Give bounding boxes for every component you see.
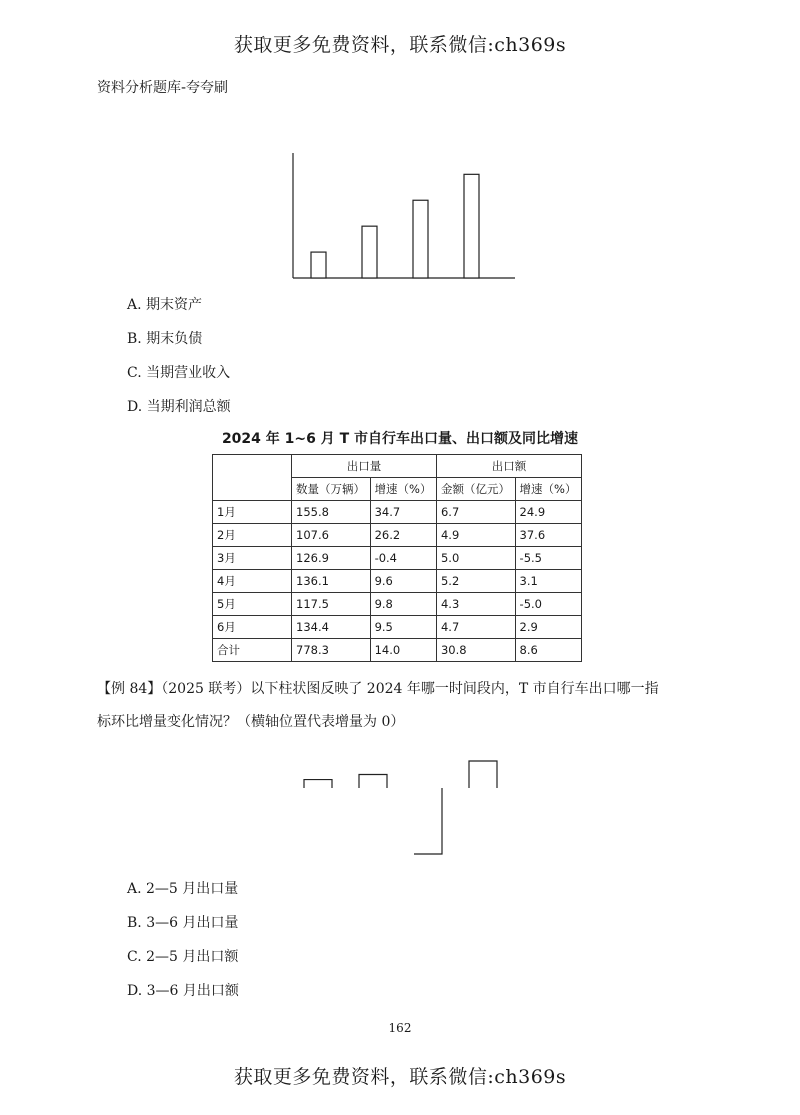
table-cell: 3.1 <box>515 570 581 593</box>
table-row <box>213 639 582 662</box>
table-row <box>213 501 582 524</box>
table-cell: 37.6 <box>515 524 581 547</box>
bar-2 <box>359 775 387 789</box>
table-cell: -0.4 <box>370 547 436 570</box>
table-cell: 117.5 <box>292 593 371 616</box>
table-corner <box>213 455 292 501</box>
chart-1 <box>280 150 520 285</box>
table-header-row-1 <box>213 455 582 478</box>
group-header-volume: 出口量 <box>292 455 437 478</box>
table-cell: 9.5 <box>370 616 436 639</box>
table-cell: -5.5 <box>515 547 581 570</box>
table-cell: 4.3 <box>436 593 515 616</box>
table-cell: 2.9 <box>515 616 581 639</box>
prev-option-b[interactable]: B. 期末负债 <box>127 331 203 347</box>
table-row <box>213 547 582 570</box>
sub-header: 增速（%） <box>370 478 436 501</box>
bar-4 <box>464 174 479 278</box>
header-label: 资料分析题库-夸夸刷 <box>97 80 229 96</box>
prev-option-a[interactable]: A. 期末资产 <box>127 297 203 313</box>
table-cell: 4.9 <box>436 524 515 547</box>
watermark-bottom: 获取更多免费资料，联系微信:ch369s <box>233 1066 567 1088</box>
table-cell: 6.7 <box>436 501 515 524</box>
table-cell: 26.2 <box>370 524 436 547</box>
q84-option-d[interactable]: D. 3—6 月出口额 <box>127 983 239 999</box>
prev-option-c[interactable]: C. 当期营业收入 <box>127 365 231 381</box>
table-cell: 30.8 <box>436 639 515 662</box>
table-cell: 14.0 <box>370 639 436 662</box>
bar-4 <box>469 761 497 788</box>
sub-header: 增速（%） <box>515 478 581 501</box>
table-cell: 5.0 <box>436 547 515 570</box>
chart-2 <box>295 755 510 860</box>
table-cell: 136.1 <box>292 570 371 593</box>
row-label: 4月 <box>213 570 292 593</box>
bar-3 <box>414 788 442 854</box>
table-cell: -5.0 <box>515 593 581 616</box>
table-row <box>213 524 582 547</box>
sub-header: 数量（万辆） <box>292 478 371 501</box>
table-cell: 34.7 <box>370 501 436 524</box>
table-cell: 9.8 <box>370 593 436 616</box>
q84-option-c[interactable]: C. 2—5 月出口额 <box>127 949 239 965</box>
table-row <box>213 593 582 616</box>
row-label: 合计 <box>213 639 292 662</box>
sub-header: 金额（亿元） <box>436 478 515 501</box>
question-84-line-2: 标环比增量变化情况？（横轴位置代表增量为 0） <box>97 714 405 730</box>
bar-1 <box>304 780 332 788</box>
table-cell: 8.6 <box>515 639 581 662</box>
q84-option-a[interactable]: A. 2—5 月出口量 <box>127 881 239 897</box>
row-label: 5月 <box>213 593 292 616</box>
table-cell: 9.6 <box>370 570 436 593</box>
table-row <box>213 616 582 639</box>
table-title: 2024 年 1~6 月 T 市自行车出口量、出口额及同比增速 <box>221 431 579 447</box>
q84-option-b[interactable]: B. 3—6 月出口量 <box>127 915 239 931</box>
table-row <box>213 570 582 593</box>
bar-1 <box>311 252 326 278</box>
question-84-line-1: 【例 84】（2025 联考）以下柱状图反映了 2024 年哪一时间段内，T 市自行车出口哪一指 <box>97 681 659 697</box>
table-cell: 778.3 <box>292 639 371 662</box>
bar-3 <box>413 200 428 278</box>
table-cell: 24.9 <box>515 501 581 524</box>
row-label: 1月 <box>213 501 292 524</box>
table-cell: 107.6 <box>292 524 371 547</box>
bar-2 <box>362 226 377 278</box>
row-label: 2月 <box>213 524 292 547</box>
table-cell: 4.7 <box>436 616 515 639</box>
row-label: 6月 <box>213 616 292 639</box>
page-number: 162 <box>388 1021 412 1035</box>
table-cell: 5.2 <box>436 570 515 593</box>
table-cell: 126.9 <box>292 547 371 570</box>
prev-option-d[interactable]: D. 当期利润总额 <box>127 399 231 415</box>
table-cell: 134.4 <box>292 616 371 639</box>
data-table <box>212 454 582 662</box>
watermark-top: 获取更多免费资料，联系微信:ch369s <box>233 34 567 56</box>
group-header-value: 出口额 <box>436 455 581 478</box>
row-label: 3月 <box>213 547 292 570</box>
table-cell: 155.8 <box>292 501 371 524</box>
